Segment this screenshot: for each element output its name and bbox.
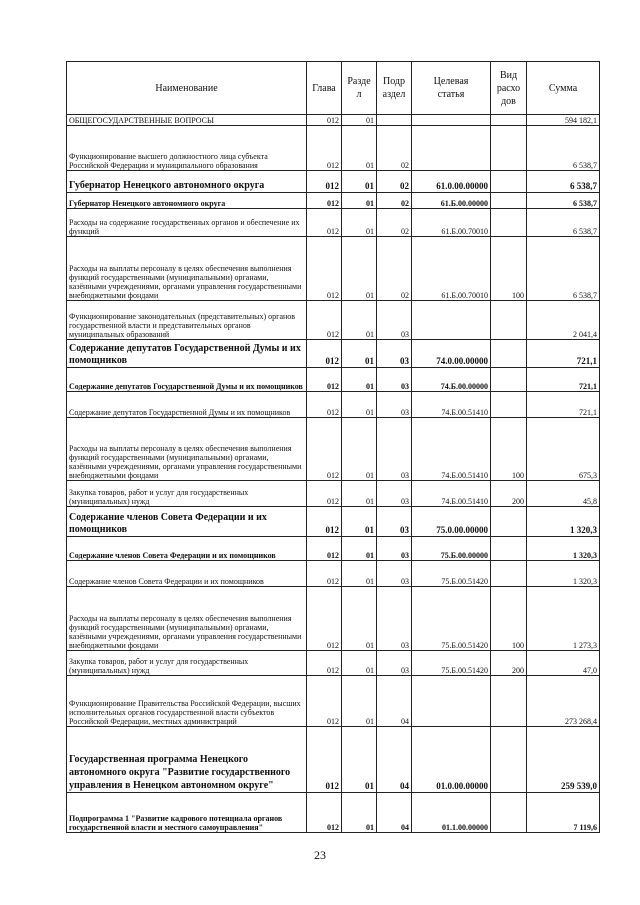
row-target: 61.Б.00.70010 xyxy=(412,237,491,301)
row-sum: 6 538,7 xyxy=(527,171,600,193)
row-chapter: 012 xyxy=(307,171,342,193)
row-target: 75.0.00.00000 xyxy=(412,507,491,537)
row-chapter: 012 xyxy=(307,209,342,237)
row-name: Содержание членов Совета Федерации и их помощников xyxy=(67,561,307,587)
row-name: ОБЩЕГОСУДАРСТВЕННЫЕ ВОПРОСЫ xyxy=(67,115,307,126)
row-type xyxy=(491,301,527,340)
row-name: Расходы на содержание государственных органов и обеспечение их функций xyxy=(67,209,307,237)
row-section: 01 xyxy=(342,676,377,727)
row-target: 61.Б.00.70010 xyxy=(412,209,491,237)
row-chapter: 012 xyxy=(307,587,342,651)
row-subsection: 02 xyxy=(377,126,412,171)
row-type: 200 xyxy=(491,651,527,676)
row-type xyxy=(491,561,527,587)
row-section: 01 xyxy=(342,368,377,392)
table-row xyxy=(67,676,600,727)
row-subsection xyxy=(377,115,412,126)
row-name: Губернатор Ненецкого автономного округа xyxy=(67,171,307,193)
row-type xyxy=(491,193,527,209)
table-row xyxy=(67,209,600,237)
row-subsection: 04 xyxy=(377,793,412,833)
row-target: 61.0.00.00000 xyxy=(412,171,491,193)
row-sum: 675,3 xyxy=(527,418,600,481)
row-chapter: 012 xyxy=(307,126,342,171)
row-chapter: 012 xyxy=(307,561,342,587)
row-sum: 1 273,3 xyxy=(527,587,600,651)
row-subsection: 03 xyxy=(377,651,412,676)
row-target: 75.Б.00.51420 xyxy=(412,587,491,651)
row-name: Функционирование Правительства Российской Федерации, высших исполнительных органов государственной власти субъектов Российской Федерации, местных администраций xyxy=(67,676,307,727)
row-name: Губернатор Ненецкого автономного округа xyxy=(67,193,307,209)
row-target: 74.Б.00.51410 xyxy=(412,418,491,481)
row-type: 100 xyxy=(491,587,527,651)
row-type xyxy=(491,209,527,237)
header-chapter: Глава xyxy=(307,62,342,115)
row-sum: 721,1 xyxy=(527,340,600,368)
row-subsection: 03 xyxy=(377,368,412,392)
row-section: 01 xyxy=(342,727,377,793)
row-chapter: 012 xyxy=(307,651,342,676)
row-sum: 47,0 xyxy=(527,651,600,676)
row-sum: 273 268,4 xyxy=(527,676,600,727)
row-subsection: 03 xyxy=(377,340,412,368)
row-sum: 6 538,7 xyxy=(527,209,600,237)
table-row xyxy=(67,115,600,126)
table-row xyxy=(67,651,600,676)
row-section: 01 xyxy=(342,418,377,481)
table-row xyxy=(67,727,600,793)
row-name: Подпрограмма 1 "Развитие кадрового потенциала органов государственной власти и местного самоуправления" xyxy=(67,793,307,833)
row-subsection: 03 xyxy=(377,481,412,507)
row-target xyxy=(412,301,491,340)
row-subsection: 04 xyxy=(377,676,412,727)
row-section: 01 xyxy=(342,209,377,237)
row-name: Расходы на выплаты персоналу в целях обеспечения выполнения функций государственными (муниципальными) органами, казёнными учреждениями, органами управления государственными внебюджетными фондами xyxy=(67,418,307,481)
row-sum: 2 041,4 xyxy=(527,301,600,340)
row-subsection: 02 xyxy=(377,171,412,193)
row-type xyxy=(491,537,527,561)
row-type xyxy=(491,171,527,193)
row-chapter: 012 xyxy=(307,793,342,833)
row-target xyxy=(412,676,491,727)
row-type xyxy=(491,727,527,793)
row-type xyxy=(491,340,527,368)
row-sum: 45,8 xyxy=(527,481,600,507)
row-name: Закупка товаров, работ и услуг для государственных (муниципальных) нужд xyxy=(67,481,307,507)
row-name: Содержание членов Совета Федерации и их помощников xyxy=(67,507,307,537)
table-row xyxy=(67,301,600,340)
table-row xyxy=(67,537,600,561)
page-number: 23 xyxy=(314,848,326,862)
row-chapter: 012 xyxy=(307,193,342,209)
row-target: 74.Б.00.51410 xyxy=(412,392,491,418)
row-target: 74.0.00.00000 xyxy=(412,340,491,368)
row-section: 01 xyxy=(342,537,377,561)
row-subsection: 03 xyxy=(377,537,412,561)
row-sum: 6 538,7 xyxy=(527,193,600,209)
row-type xyxy=(491,392,527,418)
table-row xyxy=(67,340,600,368)
row-section: 01 xyxy=(342,392,377,418)
row-type xyxy=(491,126,527,171)
row-chapter: 012 xyxy=(307,507,342,537)
row-type: 100 xyxy=(491,237,527,301)
row-type xyxy=(491,115,527,126)
row-sum: 1 320,3 xyxy=(527,537,600,561)
row-subsection: 03 xyxy=(377,301,412,340)
row-target: 75.Б.00.51420 xyxy=(412,561,491,587)
row-section: 01 xyxy=(342,587,377,651)
row-target xyxy=(412,115,491,126)
row-name: Функционирование законодательных (представительных) органов государственной власти и представительных органов муниципальных образований xyxy=(67,301,307,340)
row-name: Расходы на выплаты персоналу в целях обеспечения выполнения функций государственными (муниципальными) органами, казёнными учреждениями, органами управления государственными внебюджетными фондами xyxy=(67,237,307,301)
row-section: 01 xyxy=(342,793,377,833)
table-header-row xyxy=(67,62,600,115)
row-target: 01.0.00.00000 xyxy=(412,727,491,793)
row-target: 75.Б.00.00000 xyxy=(412,537,491,561)
row-subsection: 03 xyxy=(377,507,412,537)
row-section: 01 xyxy=(342,651,377,676)
row-type xyxy=(491,793,527,833)
row-name: Функционирование высшего должностного лица субъекта Российской Федерации и муниципального образования xyxy=(67,126,307,171)
header-expense-type: Вид расхо дов xyxy=(491,62,527,115)
row-sum: 6 538,7 xyxy=(527,126,600,171)
table-row xyxy=(67,126,600,171)
row-chapter: 012 xyxy=(307,537,342,561)
row-name: Содержание депутатов Государственной Думы и их помощников xyxy=(67,392,307,418)
row-chapter: 012 xyxy=(307,392,342,418)
row-name: Закупка товаров, работ и услуг для государственных (муниципальных) нужд xyxy=(67,651,307,676)
row-chapter: 012 xyxy=(307,676,342,727)
header-section: Разде л xyxy=(342,62,377,115)
row-subsection: 04 xyxy=(377,727,412,793)
row-section: 01 xyxy=(342,193,377,209)
row-sum: 721,1 xyxy=(527,392,600,418)
row-section: 01 xyxy=(342,561,377,587)
row-target: 01.1.00.00000 xyxy=(412,793,491,833)
row-section: 01 xyxy=(342,507,377,537)
row-name: Содержание депутатов Государственной Думы и их помощников xyxy=(67,340,307,368)
table-row xyxy=(67,587,600,651)
table-row xyxy=(67,507,600,537)
row-chapter: 012 xyxy=(307,237,342,301)
header-sum: Сумма xyxy=(527,62,600,115)
row-sum: 1 320,3 xyxy=(527,561,600,587)
table-row xyxy=(67,392,600,418)
row-section: 01 xyxy=(342,126,377,171)
header-subsection: Подр аздел xyxy=(377,62,412,115)
row-chapter: 012 xyxy=(307,418,342,481)
row-section: 01 xyxy=(342,301,377,340)
row-sum: 721,1 xyxy=(527,368,600,392)
table-row xyxy=(67,193,600,209)
row-target: 75.Б.00.51420 xyxy=(412,651,491,676)
header-target: Целевая статья xyxy=(412,62,491,115)
row-target: 74.Б.00.00000 xyxy=(412,368,491,392)
row-name: Государственная программа Ненецкого автономного округа "Развитие государственного управления в Ненецком автономном округе" xyxy=(67,727,307,793)
table-row xyxy=(67,481,600,507)
row-name: Содержание членов Совета Федерации и их помощников xyxy=(67,537,307,561)
row-sum: 6 538,7 xyxy=(527,237,600,301)
row-type: 200 xyxy=(491,481,527,507)
row-type xyxy=(491,676,527,727)
table-row xyxy=(67,418,600,481)
table-row xyxy=(67,793,600,833)
row-sum: 594 182,1 xyxy=(527,115,600,126)
row-target: 74.Б.00.51410 xyxy=(412,481,491,507)
row-subsection: 03 xyxy=(377,587,412,651)
row-type xyxy=(491,507,527,537)
table-row xyxy=(67,171,600,193)
row-subsection: 02 xyxy=(377,193,412,209)
table-row xyxy=(67,561,600,587)
row-sum: 259 539,0 xyxy=(527,727,600,793)
row-type xyxy=(491,368,527,392)
row-chapter: 012 xyxy=(307,301,342,340)
row-target: 61.Б.00.00000 xyxy=(412,193,491,209)
row-chapter: 012 xyxy=(307,481,342,507)
header-name: Наименование xyxy=(67,62,307,115)
row-section: 01 xyxy=(342,340,377,368)
row-subsection: 03 xyxy=(377,418,412,481)
row-sum: 7 119,6 xyxy=(527,793,600,833)
row-section: 01 xyxy=(342,115,377,126)
budget-table xyxy=(66,61,600,833)
row-name: Содержание депутатов Государственной Думы и их помощников xyxy=(67,368,307,392)
table-row xyxy=(67,237,600,301)
row-subsection: 03 xyxy=(377,561,412,587)
table-row xyxy=(67,368,600,392)
row-subsection: 03 xyxy=(377,392,412,418)
row-sum: 1 320,3 xyxy=(527,507,600,537)
row-section: 01 xyxy=(342,171,377,193)
row-section: 01 xyxy=(342,481,377,507)
row-section: 01 xyxy=(342,237,377,301)
row-chapter: 012 xyxy=(307,727,342,793)
row-chapter: 012 xyxy=(307,368,342,392)
row-target xyxy=(412,126,491,171)
row-type: 100 xyxy=(491,418,527,481)
row-subsection: 02 xyxy=(377,209,412,237)
row-subsection: 02 xyxy=(377,237,412,301)
row-name: Расходы на выплаты персоналу в целях обеспечения выполнения функций государственными (муниципальными) органами, казёнными учреждениями, органами управления государственными внебюджетными фондами xyxy=(67,587,307,651)
row-chapter: 012 xyxy=(307,115,342,126)
row-chapter: 012 xyxy=(307,340,342,368)
